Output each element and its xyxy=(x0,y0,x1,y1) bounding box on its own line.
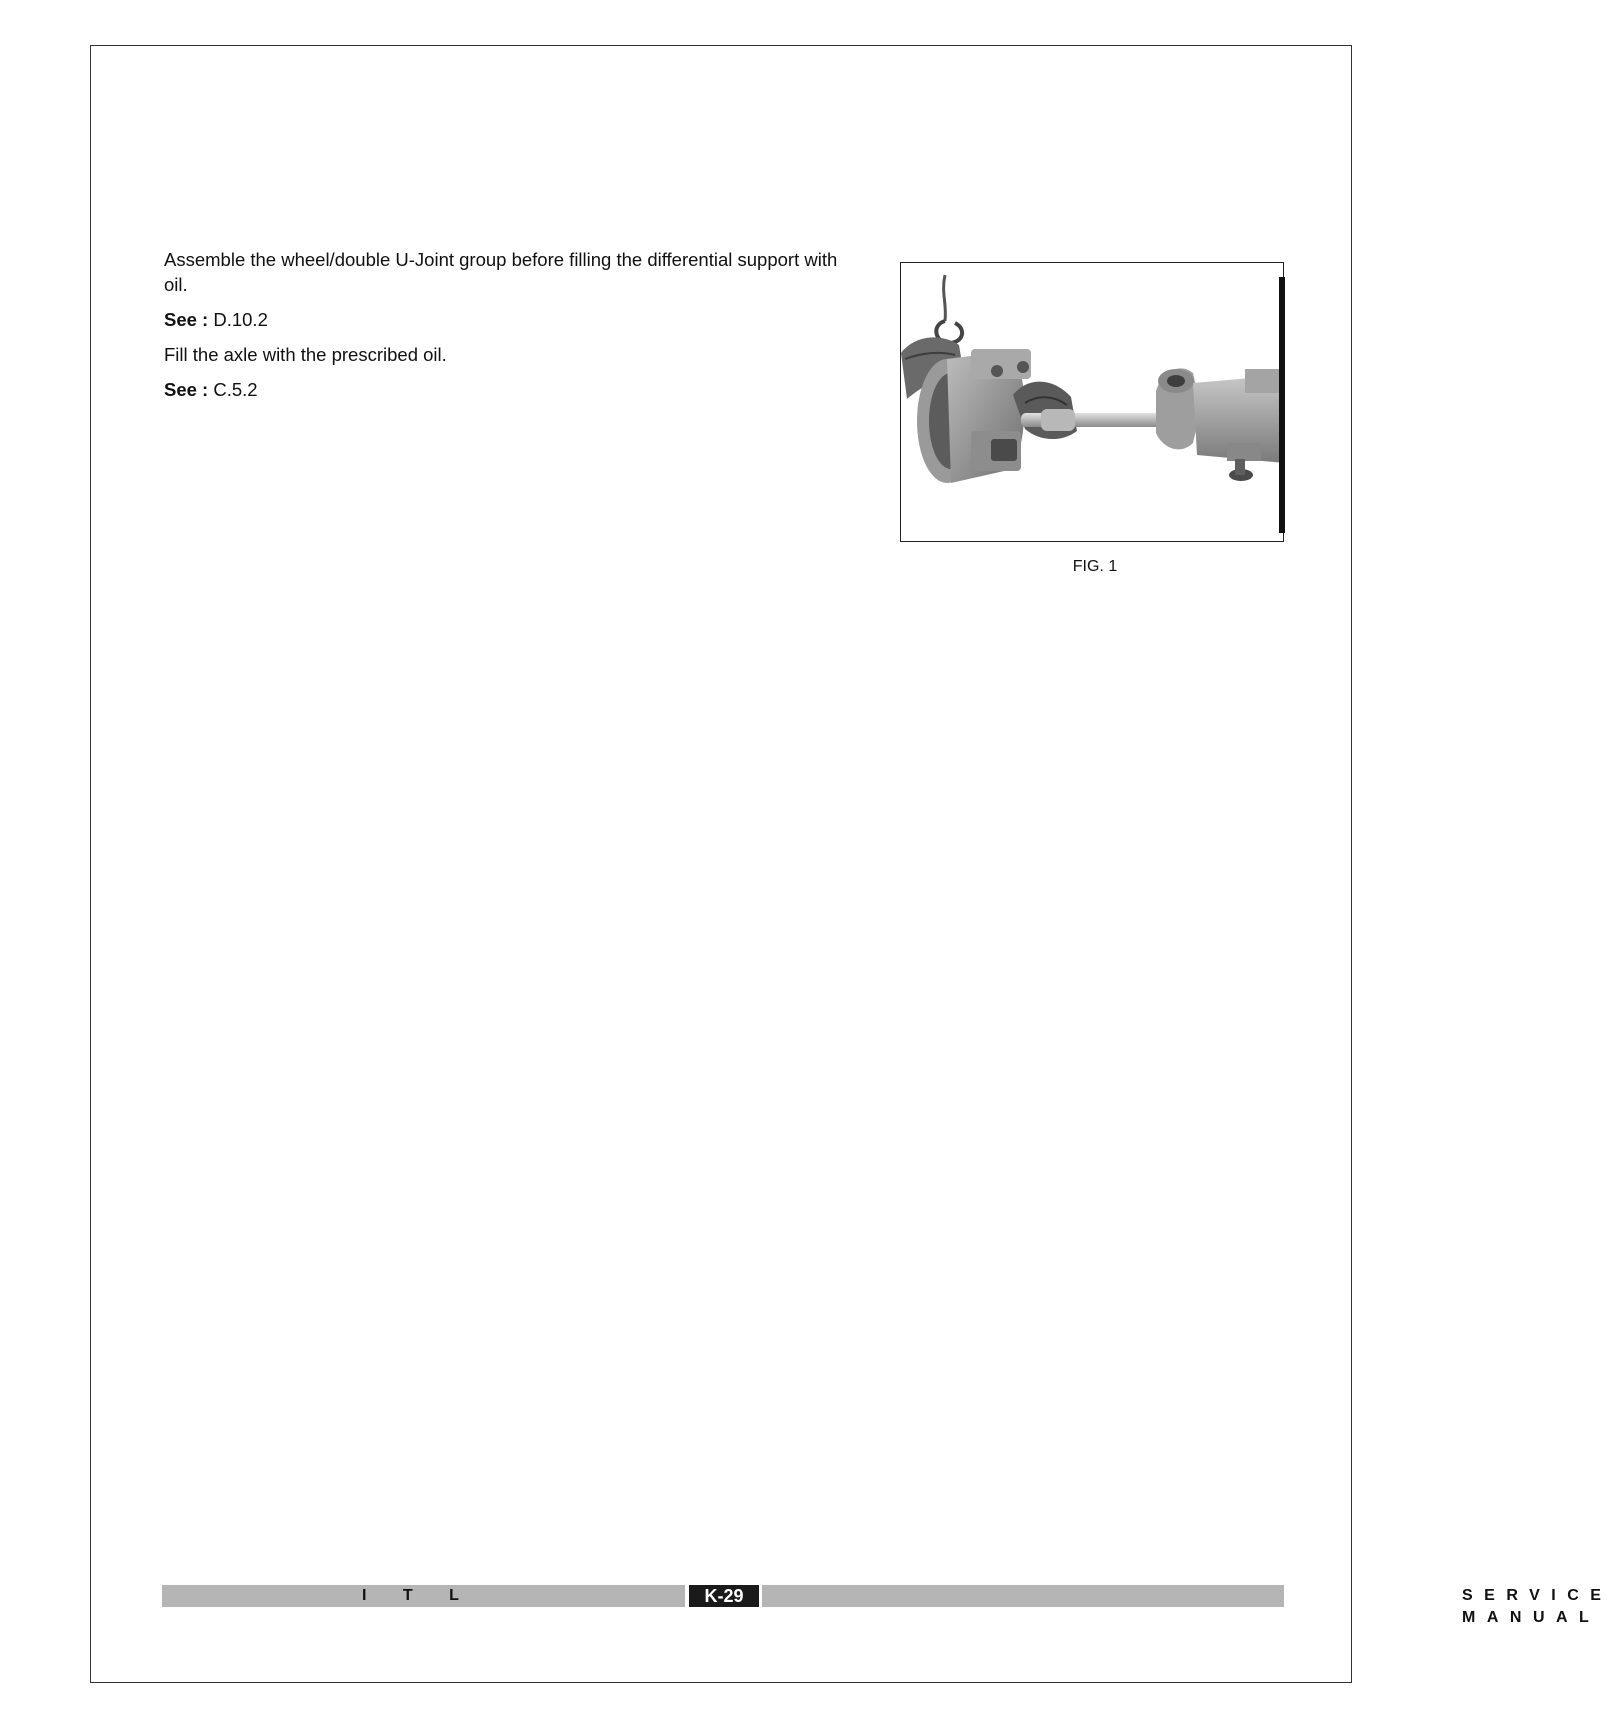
footer-right-band xyxy=(762,1585,1612,1626)
figure-caption: FIG. 1 xyxy=(1072,558,1118,575)
page-footer xyxy=(162,1585,1612,1626)
see-reference-2 xyxy=(164,377,854,402)
body-text xyxy=(164,247,854,412)
see-label: See : xyxy=(164,309,209,330)
instruction-paragraph-1: Assemble the wheel/double U-Joint group before filling the differential support with oil. xyxy=(164,249,838,295)
see-ref-value: C.5.2 xyxy=(208,379,258,400)
see-reference-1 xyxy=(164,307,854,332)
page-number-badge: K-29 xyxy=(689,1585,759,1607)
figure-photo xyxy=(900,262,1284,542)
footer-title: SERVICE MANUAL xyxy=(1462,1587,1612,1626)
see-ref-value: D.10.2 xyxy=(208,309,268,330)
footer-brand: I T L xyxy=(362,1587,461,1604)
axle-assembly-illustration xyxy=(901,263,1285,543)
see-label: See : xyxy=(164,379,209,400)
footer-left-band xyxy=(162,1585,685,1607)
instruction-paragraph-2: Fill the axle with the prescribed oil. xyxy=(164,344,447,365)
